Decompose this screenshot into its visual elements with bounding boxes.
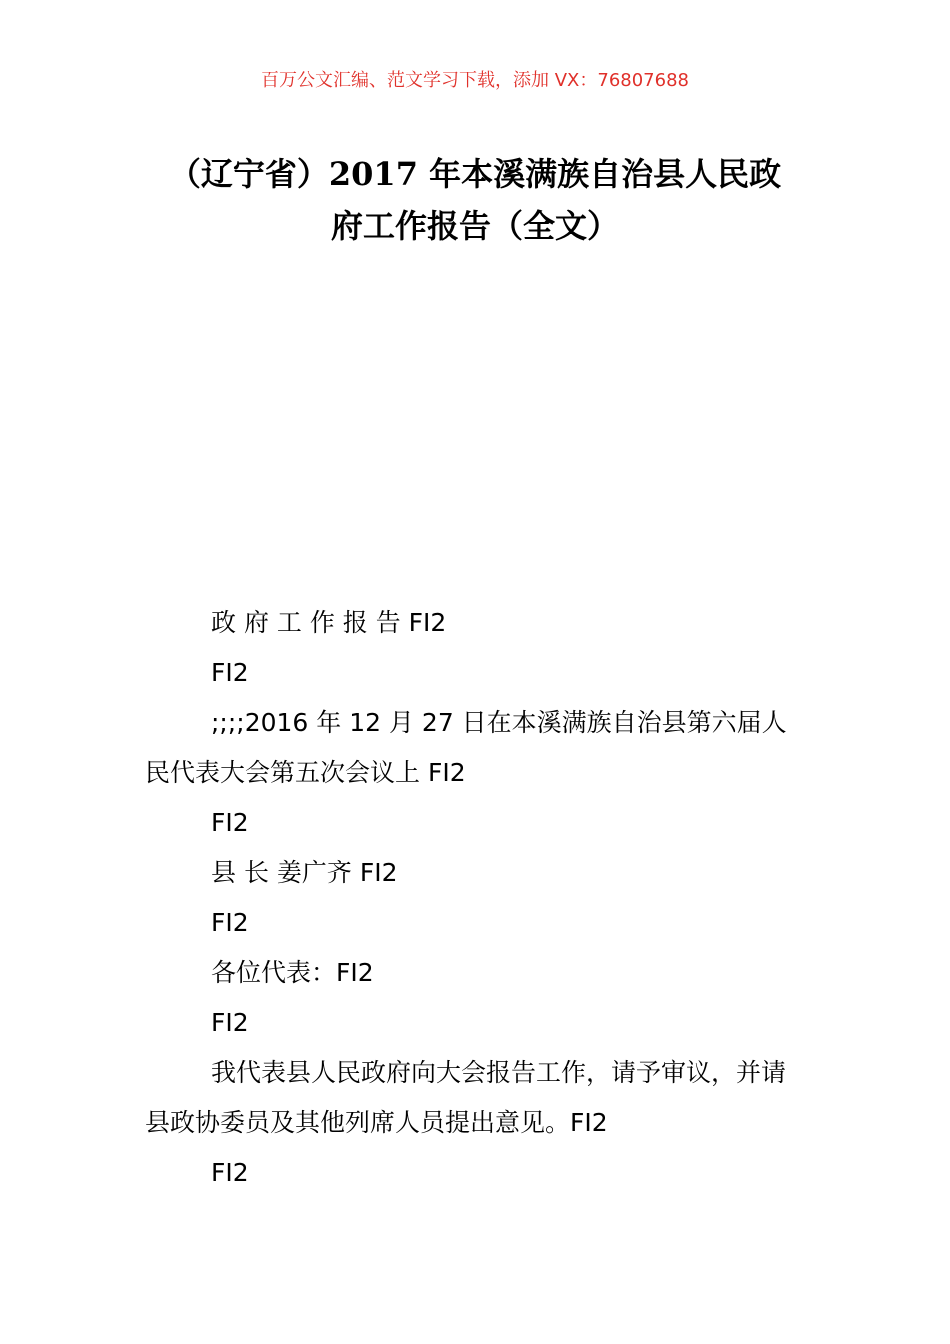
paragraph: FI2 <box>211 808 249 837</box>
paragraph-report-heading: 政 府 工 作 报 告 FI2 <box>211 608 447 637</box>
title-line-1: （辽宁省）2017 年本溪满族自治县人民政 <box>168 155 782 193</box>
watermark-text: 百万公文汇编、范文学习下载，添加 VX：76807688 <box>261 70 689 91</box>
paragraph: FI2 <box>211 1158 249 1187</box>
paragraph: FI2 <box>211 1008 249 1037</box>
paragraph-opening: 我代表县人民政府向大会报告工作，请予审议，并请县政协委员及其他列席人员提出意见。FI2 <box>145 1058 787 1137</box>
paragraph: FI2 <box>211 658 249 687</box>
paragraph-meeting-date: ;;;;2016 年 12 月 27 日在本溪满族自治县第六届人民代表大会第五次会议上 FI2 <box>145 708 787 787</box>
document-body <box>145 598 810 1198</box>
paragraph-salutation: 各位代表：FI2 <box>211 958 374 987</box>
paragraph-speaker: 县 长 姜广齐 FI2 <box>211 858 398 887</box>
document-title <box>130 148 820 252</box>
title-line-2: 府工作报告（全文） <box>330 207 619 245</box>
paragraph: FI2 <box>211 908 249 937</box>
